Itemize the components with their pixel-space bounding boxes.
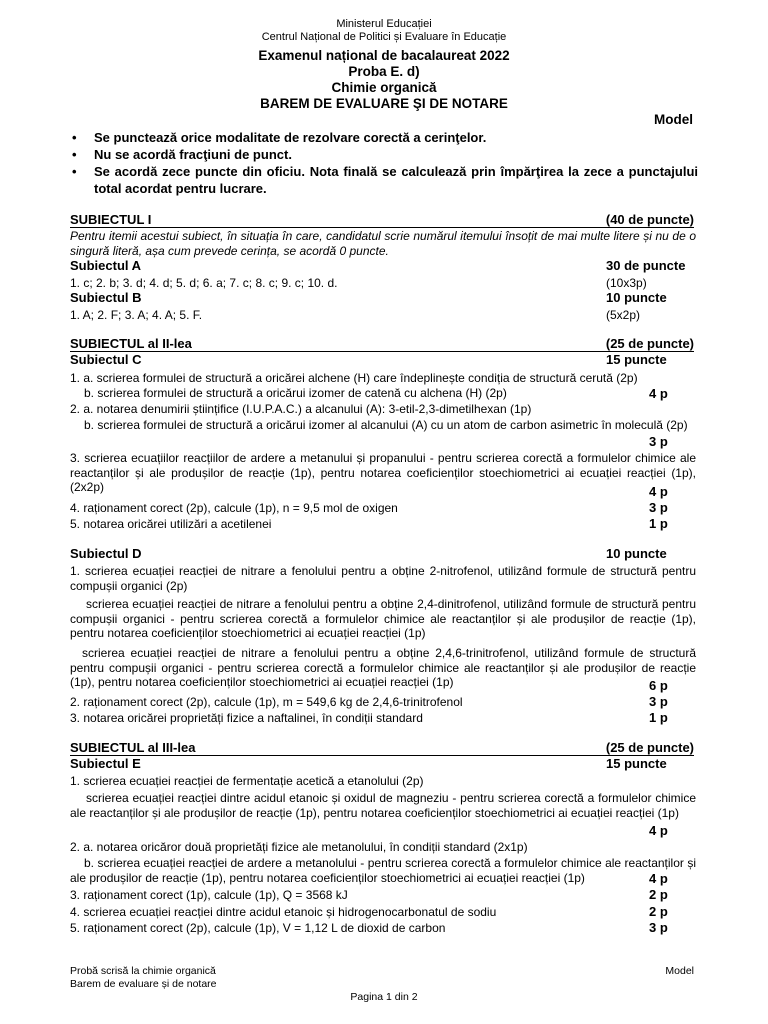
subject-a-title: Subiectul A bbox=[70, 258, 142, 273]
rule-item: • Nu se acordă fracţiuni de punct. bbox=[70, 146, 698, 163]
subject-e-header bbox=[70, 757, 694, 771]
center-name: Centrul Național de Politici și Evaluare în Educație bbox=[261, 31, 507, 43]
footer-row-1 bbox=[70, 965, 694, 978]
section-3-header bbox=[70, 740, 694, 756]
section-1-title: SUBIECTUL I bbox=[70, 212, 152, 227]
section-2-points: (25 de puncte) bbox=[605, 336, 694, 351]
subject-d-points: 10 puncte bbox=[606, 546, 667, 561]
section-1-points: (40 de puncte) bbox=[605, 212, 694, 227]
subject-b-answers: 1. A; 2. F; 3. A; 4. A; 5. F. bbox=[70, 308, 203, 322]
item-c4: 4. raționament corect (2p), calcule (1p), n = 9,5 mol de oxigen bbox=[70, 501, 398, 515]
footer-barem: Barem de evaluare și de notare bbox=[70, 978, 217, 990]
subject-b-calc: (5x2p) bbox=[606, 308, 641, 322]
subject-e-title: Subiectul E bbox=[70, 756, 141, 771]
subject-c-header bbox=[70, 353, 694, 367]
exam-title: Examenul național de bacalaureat 2022 bbox=[258, 48, 510, 63]
rule-item: • Se acordă zece puncte din oficiu. Nota finală se calculează prin împărţirea la zece a punctajului total acordat pentru lucrare. bbox=[70, 163, 698, 197]
item-c1-points: 4 p bbox=[649, 386, 668, 401]
item-e5: 5. raționament corect (2p), calcule (1p), V = 1,12 L de dioxid de carbon bbox=[70, 921, 446, 935]
item-e5-points: 3 p bbox=[649, 920, 668, 935]
subject-a-points: 30 de puncte bbox=[606, 258, 686, 273]
section-1-header bbox=[70, 212, 694, 228]
item-e3-points: 2 p bbox=[649, 887, 668, 902]
subject-d-title: Subiectul D bbox=[70, 546, 142, 561]
item-d2-points: 3 p bbox=[649, 694, 668, 709]
section-3-title: SUBIECTUL al III-lea bbox=[70, 740, 196, 755]
subject-a-answers: 1. c; 2. b; 3. d; 4. d; 5. d; 6. a; 7. c; 8. c; 9. c; 10. d. bbox=[70, 276, 338, 290]
item-e2a: 2. a. notarea oricăror două proprietăți fizice ale metanolului, în condiții standard (2x1p) bbox=[70, 840, 528, 854]
subject-b-title: Subiectul B bbox=[70, 290, 142, 305]
item-c2b: b. scrierea formulei de structură a oricărui izomer al alcanului (A) cu un atom de carbon asimetric în moleculă (2p) bbox=[84, 418, 688, 432]
subject-c-points: 15 puncte bbox=[606, 352, 667, 367]
item-c2a: 2. a. notarea denumirii științifice (I.U.P.A.C.) a alcanului (A): 3-etil-2,3-dimetilhexan (1p) bbox=[70, 402, 532, 416]
proba-title: Proba E. d) bbox=[348, 64, 420, 79]
model-label: Model bbox=[654, 112, 693, 127]
item-c1b: b. scrierea formulei de structură a oricărui izomer de catenă cu alchena (H) (2p) bbox=[84, 386, 507, 400]
item-e4: 4. scrierea ecuației reacției dintre acidul etanoic și hidrogenocarbonatul de sodiu bbox=[70, 905, 497, 919]
item-d1-points: 6 p bbox=[649, 678, 668, 693]
item-c3: 3. scrierea ecuațiilor reacțiilor de ardere a metanului și propanului - pentru scrierea corectă a formulelor chimice ale reactanților și ale produșilor de reacție (1p), pentru notarea coeficienților stoechiometrici ai ecuației reacției (1p), (2x2p) bbox=[70, 451, 696, 495]
barem-title: BAREM DE EVALUARE ŞI DE NOTARE bbox=[260, 96, 508, 111]
footer-exam: Probă scrisă la chimie organică bbox=[70, 965, 216, 977]
item-e4-points: 2 p bbox=[649, 904, 668, 919]
subject-a-answers-row bbox=[70, 276, 694, 290]
item-e2b: b. scrierea ecuației reacției de ardere a metanolului - pentru scrierea corectă a formulelor chimice ale reactanților și ale produșilor de reacție (1p), pentru notarea coeficienților stoechiometrici ai ecuației reacției (1p) bbox=[70, 856, 696, 885]
item-d3: 3. notarea oricărei proprietăți fizice a naftalinei, în condiții standard bbox=[70, 711, 423, 725]
subject-d-header bbox=[70, 547, 694, 561]
subject-c-title: Subiectul C bbox=[70, 352, 142, 367]
subject-b-answers-row bbox=[70, 308, 694, 322]
section-2-header bbox=[70, 336, 694, 352]
general-rules bbox=[70, 129, 698, 197]
ministry-name: Ministerul Educației bbox=[336, 18, 432, 30]
subject-b-points: 10 puncte bbox=[606, 290, 667, 305]
footer-row-2 bbox=[70, 978, 694, 991]
section-3-points: (25 de puncte) bbox=[605, 740, 694, 755]
item-e3: 3. raționament corect (1p), calcule (1p), Q = 3568 kJ bbox=[70, 888, 348, 902]
item-e1a: 1. scrierea ecuației reacției de fermentație acetică a etanolului (2p) bbox=[70, 774, 424, 788]
item-c2-points: 3 p bbox=[649, 434, 668, 449]
item-d3-points: 1 p bbox=[649, 710, 668, 725]
item-d1a: 1. scrierea ecuației reacției de nitrare a fenolului pentru a obține 2-nitrofenol, utilizând formule de structură pentru compușii organici (2p) bbox=[70, 564, 696, 593]
section-1-note: Pentru itemii acestui subiect, în situația în care, candidatul scrie numărul itemului însoțit de mai multe litere și nu de o singură literă, așa cum prevede cerința, se acordă 0 puncte. bbox=[70, 229, 696, 258]
subject-title: Chimie organică bbox=[331, 80, 437, 95]
item-e1-points: 4 p bbox=[649, 823, 668, 838]
item-d1c: scrierea ecuației reacției de nitrare a fenolului pentru a obține 2,4,6-trinitrofenol, utilizând formule de structură pentru compușii organici - pentru scrierea corectă a formulelor chimice ale reactanților și ale produșilor de reacție (1p), pentru notarea coeficienților stoechiometrici ai ecuației reacției (1p) bbox=[70, 646, 696, 690]
item-c4-points: 3 p bbox=[649, 500, 668, 515]
item-e2-points: 4 p bbox=[649, 871, 668, 886]
item-c1a: 1. a. scrierea formulei de structură a oricărei alchene (H) care îndeplinește condiția de structură cerută (2p) bbox=[70, 371, 638, 385]
subject-e-points: 15 puncte bbox=[606, 756, 667, 771]
item-c3-points: 4 p bbox=[649, 484, 668, 499]
subject-a-calc: (10x3p) bbox=[606, 276, 647, 290]
item-e1b: scrierea ecuației reacției dintre acidul etanoic și oxidul de magneziu - pentru scrierea corectă a formulelor chimice ale reactanților și ale produșilor de reacție (1p), pentru notarea coeficienților stoechiometrici ai ecuației reacției (1p) bbox=[70, 791, 696, 820]
page-number: Pagina 1 din 2 bbox=[350, 991, 418, 1003]
footer-model: Model bbox=[665, 965, 694, 977]
item-c5: 5. notarea oricărei utilizări a acetilenei bbox=[70, 517, 272, 531]
rule-item: • Se punctează orice modalitate de rezolvare corectă a cerinţelor. bbox=[70, 129, 698, 146]
item-c5-points: 1 p bbox=[649, 516, 668, 531]
section-2-title: SUBIECTUL al II-lea bbox=[70, 336, 192, 351]
item-d2: 2. raționament corect (2p), calcule (1p), m = 549,6 kg de 2,4,6-trinitrofenol bbox=[70, 695, 463, 709]
subject-b-header bbox=[70, 291, 694, 305]
subject-a-header bbox=[70, 259, 694, 273]
item-d1b: scrierea ecuației reacției de nitrare a fenolului pentru a obține 2,4-dinitrofenol, utilizând formule de structură pentru compușii organici - pentru scrierea corectă a formulelor chimice ale reactanților și ale produșilor de reacție (1p), pentru notarea coeficienților stoechiometrici ai ecuației reacției (1p) bbox=[70, 597, 696, 641]
